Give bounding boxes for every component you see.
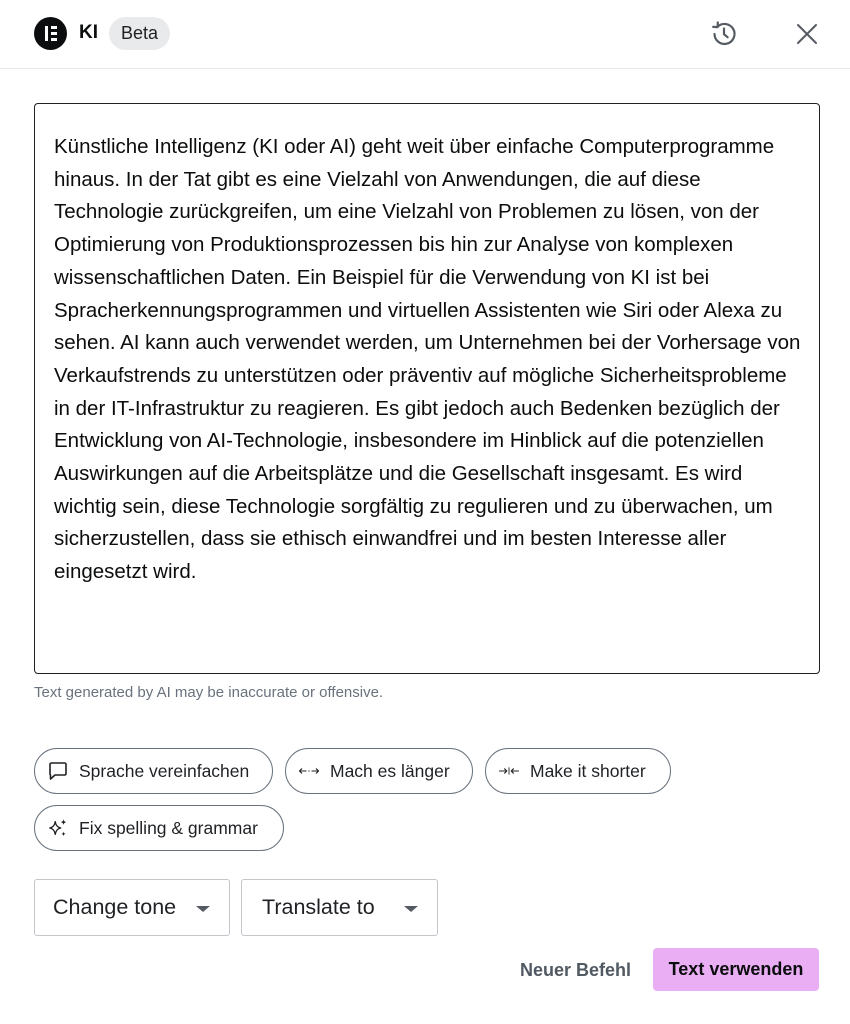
chip-label: Fix spelling & grammar: [79, 817, 258, 838]
chevron-down-icon: [196, 906, 210, 912]
chip-label: Make it shorter: [530, 760, 646, 781]
dialog-header: [0, 0, 850, 69]
translate-to-label: Translate to: [262, 895, 375, 919]
close-button[interactable]: [790, 17, 824, 51]
sparkles-icon: [47, 817, 69, 839]
dialog-title: KI: [79, 22, 98, 43]
use-text-button[interactable]: Text verwenden: [653, 948, 819, 991]
expand-arrows-icon: [298, 760, 320, 782]
speech-bubble-icon: [47, 760, 69, 782]
simplify-language-button[interactable]: [34, 748, 273, 794]
generated-text: Künstliche Intelligenz (KI oder AI) geht weit über einfache Computerprogramme hinaus. In der Tat gibt es eine Vielzahl von Anwendungen, die auf diese Technologie zurückgreifen, um eine Vielzahl von Problemen zu lösen, von der Optimierung von Produktionsprozessen bis hin zur Analyse von komplexen wissenschaftlichen Daten. Ein Beispiel für die Verwendung von KI ist bei Spracherkennungsprogrammen und virtuellen Assistenten wie Siri oder Alexa zu sehen. AI kann auch verwendet werden, um Unternehmen bei der Vorhersage von Verkaufstrends zu unterstützen oder präventiv auf mögliche Sicherheitsprobleme in der IT-Infrastruktur zu reagieren. Es gibt jedoch auch Bedenken bezüglich der Entwicklung von AI-Technologie, insbesondere im Hinblick auf die potenziellen Auswirkungen auf die Arbeitsplätze und die Gesellschaft insgesamt. Es wird wichtig sein, diese Technologie sorgfältig zu regulieren und zu überwachen, um sicherzustellen, dass sie ethisch einwandfrei und im besten Interesse aller eingesetzt wird.: [54, 135, 801, 584]
new-prompt-button[interactable]: Neuer Befehl: [520, 960, 632, 980]
generated-text-area[interactable]: [34, 103, 820, 674]
chip-label: Mach es länger: [330, 760, 450, 781]
history-button[interactable]: [707, 17, 741, 51]
make-shorter-button[interactable]: [485, 748, 671, 794]
history-icon: [709, 19, 739, 49]
change-tone-dropdown[interactable]: [34, 879, 230, 936]
chip-label: Sprache vereinfachen: [79, 760, 250, 781]
ai-disclaimer: Text generated by AI may be inaccurate or offensive.: [34, 684, 384, 701]
elementor-logo-icon: [34, 17, 67, 50]
close-icon: [794, 21, 820, 47]
contract-arrows-icon: [498, 760, 520, 782]
fix-spelling-grammar-button[interactable]: [34, 805, 284, 851]
translate-to-dropdown[interactable]: [241, 879, 438, 936]
beta-badge: Beta: [109, 17, 170, 50]
change-tone-label: Change tone: [53, 895, 177, 919]
chevron-down-icon: [404, 906, 418, 912]
make-longer-button[interactable]: [285, 748, 473, 794]
